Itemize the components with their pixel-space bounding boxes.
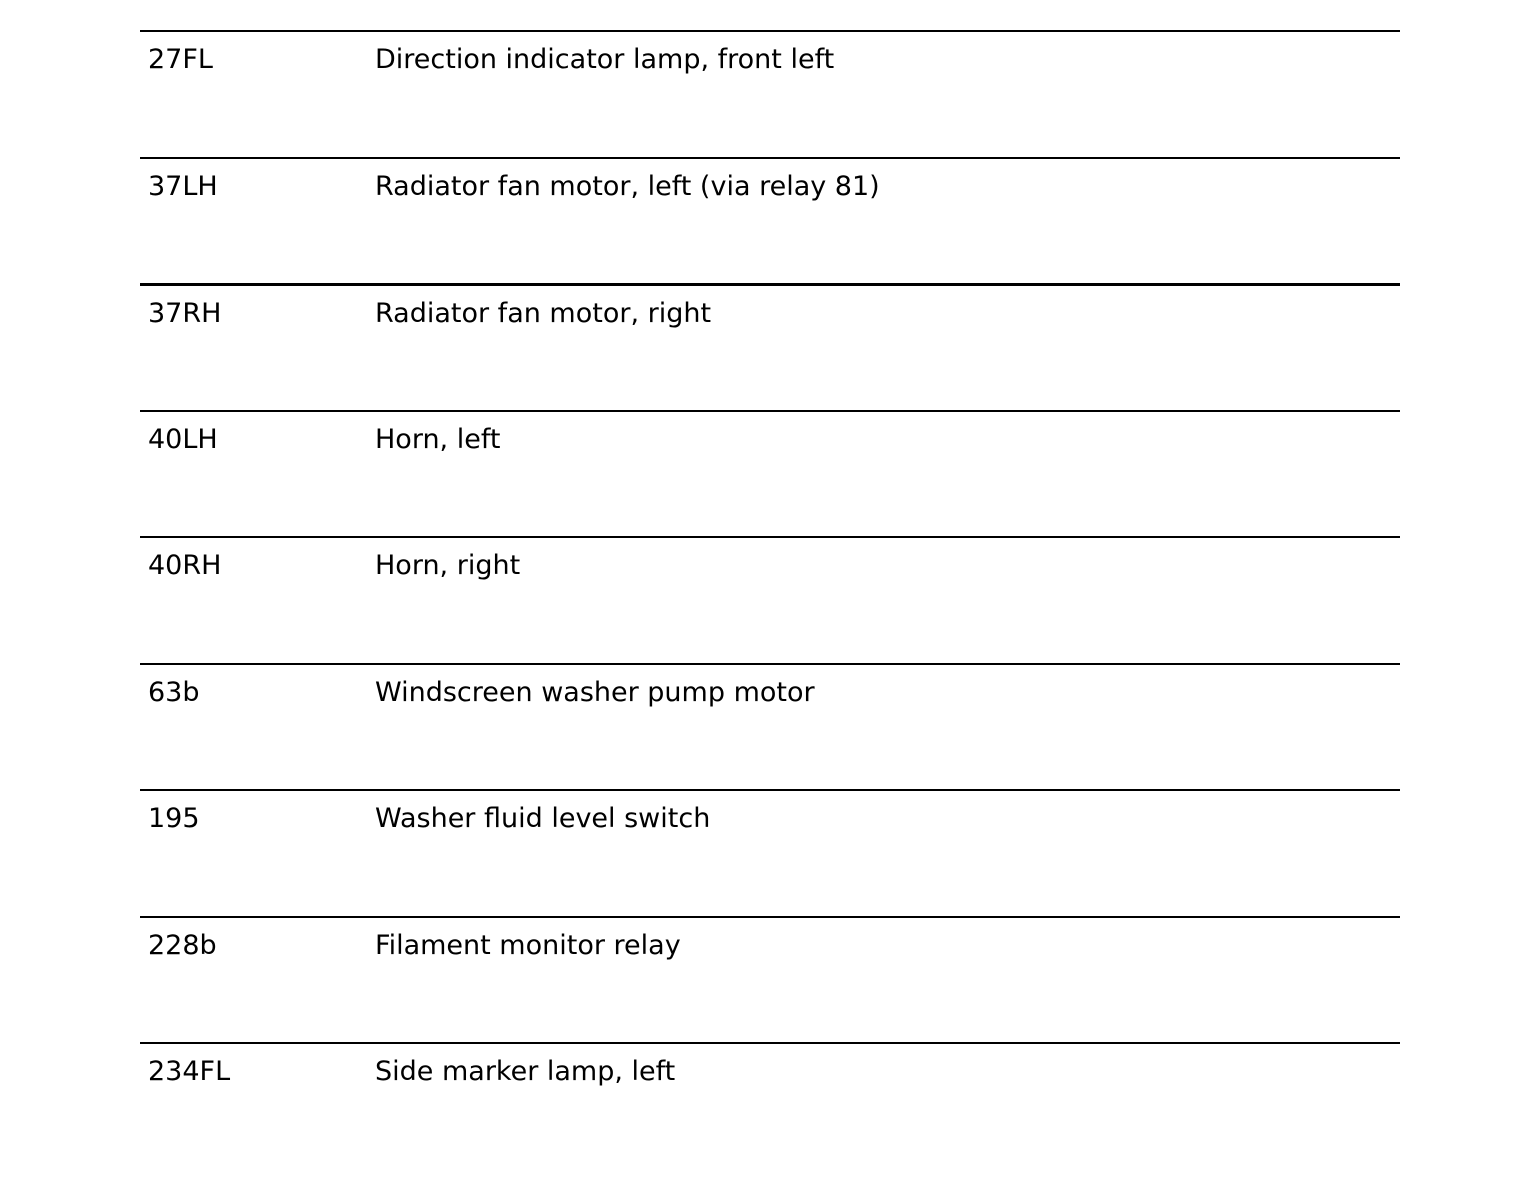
component-legend-table [140, 30, 1400, 1169]
legend-row [140, 1042, 1400, 1169]
component-code: 63b [148, 676, 200, 708]
component-description: Radiator fan motor, left (via relay 81) [375, 170, 880, 202]
component-description: Washer fluid level switch [375, 803, 711, 834]
component-description: Radiator fan motor, right [375, 298, 712, 329]
legend-row [140, 916, 1400, 1043]
component-description: Horn, right [375, 550, 521, 581]
component-code: 40LH [148, 423, 218, 455]
component-code: 195 [148, 803, 200, 834]
legend-row [140, 283, 1400, 410]
legend-row [140, 30, 1400, 157]
component-code: 27FL [148, 44, 213, 75]
component-description: Side marker lamp, left [375, 1056, 676, 1087]
component-code: 37RH [148, 298, 222, 329]
component-description: Direction indicator lamp, front left [375, 44, 835, 75]
legend-row [140, 789, 1400, 916]
component-description: Horn, left [375, 423, 501, 455]
component-code: 228b [148, 929, 217, 961]
component-code: 40RH [148, 550, 222, 581]
legend-row [140, 410, 1400, 537]
component-code: 234FL [148, 1056, 231, 1087]
component-description: Filament monitor relay [375, 929, 681, 961]
legend-row [140, 157, 1400, 284]
legend-row [140, 663, 1400, 790]
component-code: 37LH [148, 170, 218, 202]
legend-row [140, 536, 1400, 663]
component-description: Windscreen washer pump motor [375, 676, 815, 708]
